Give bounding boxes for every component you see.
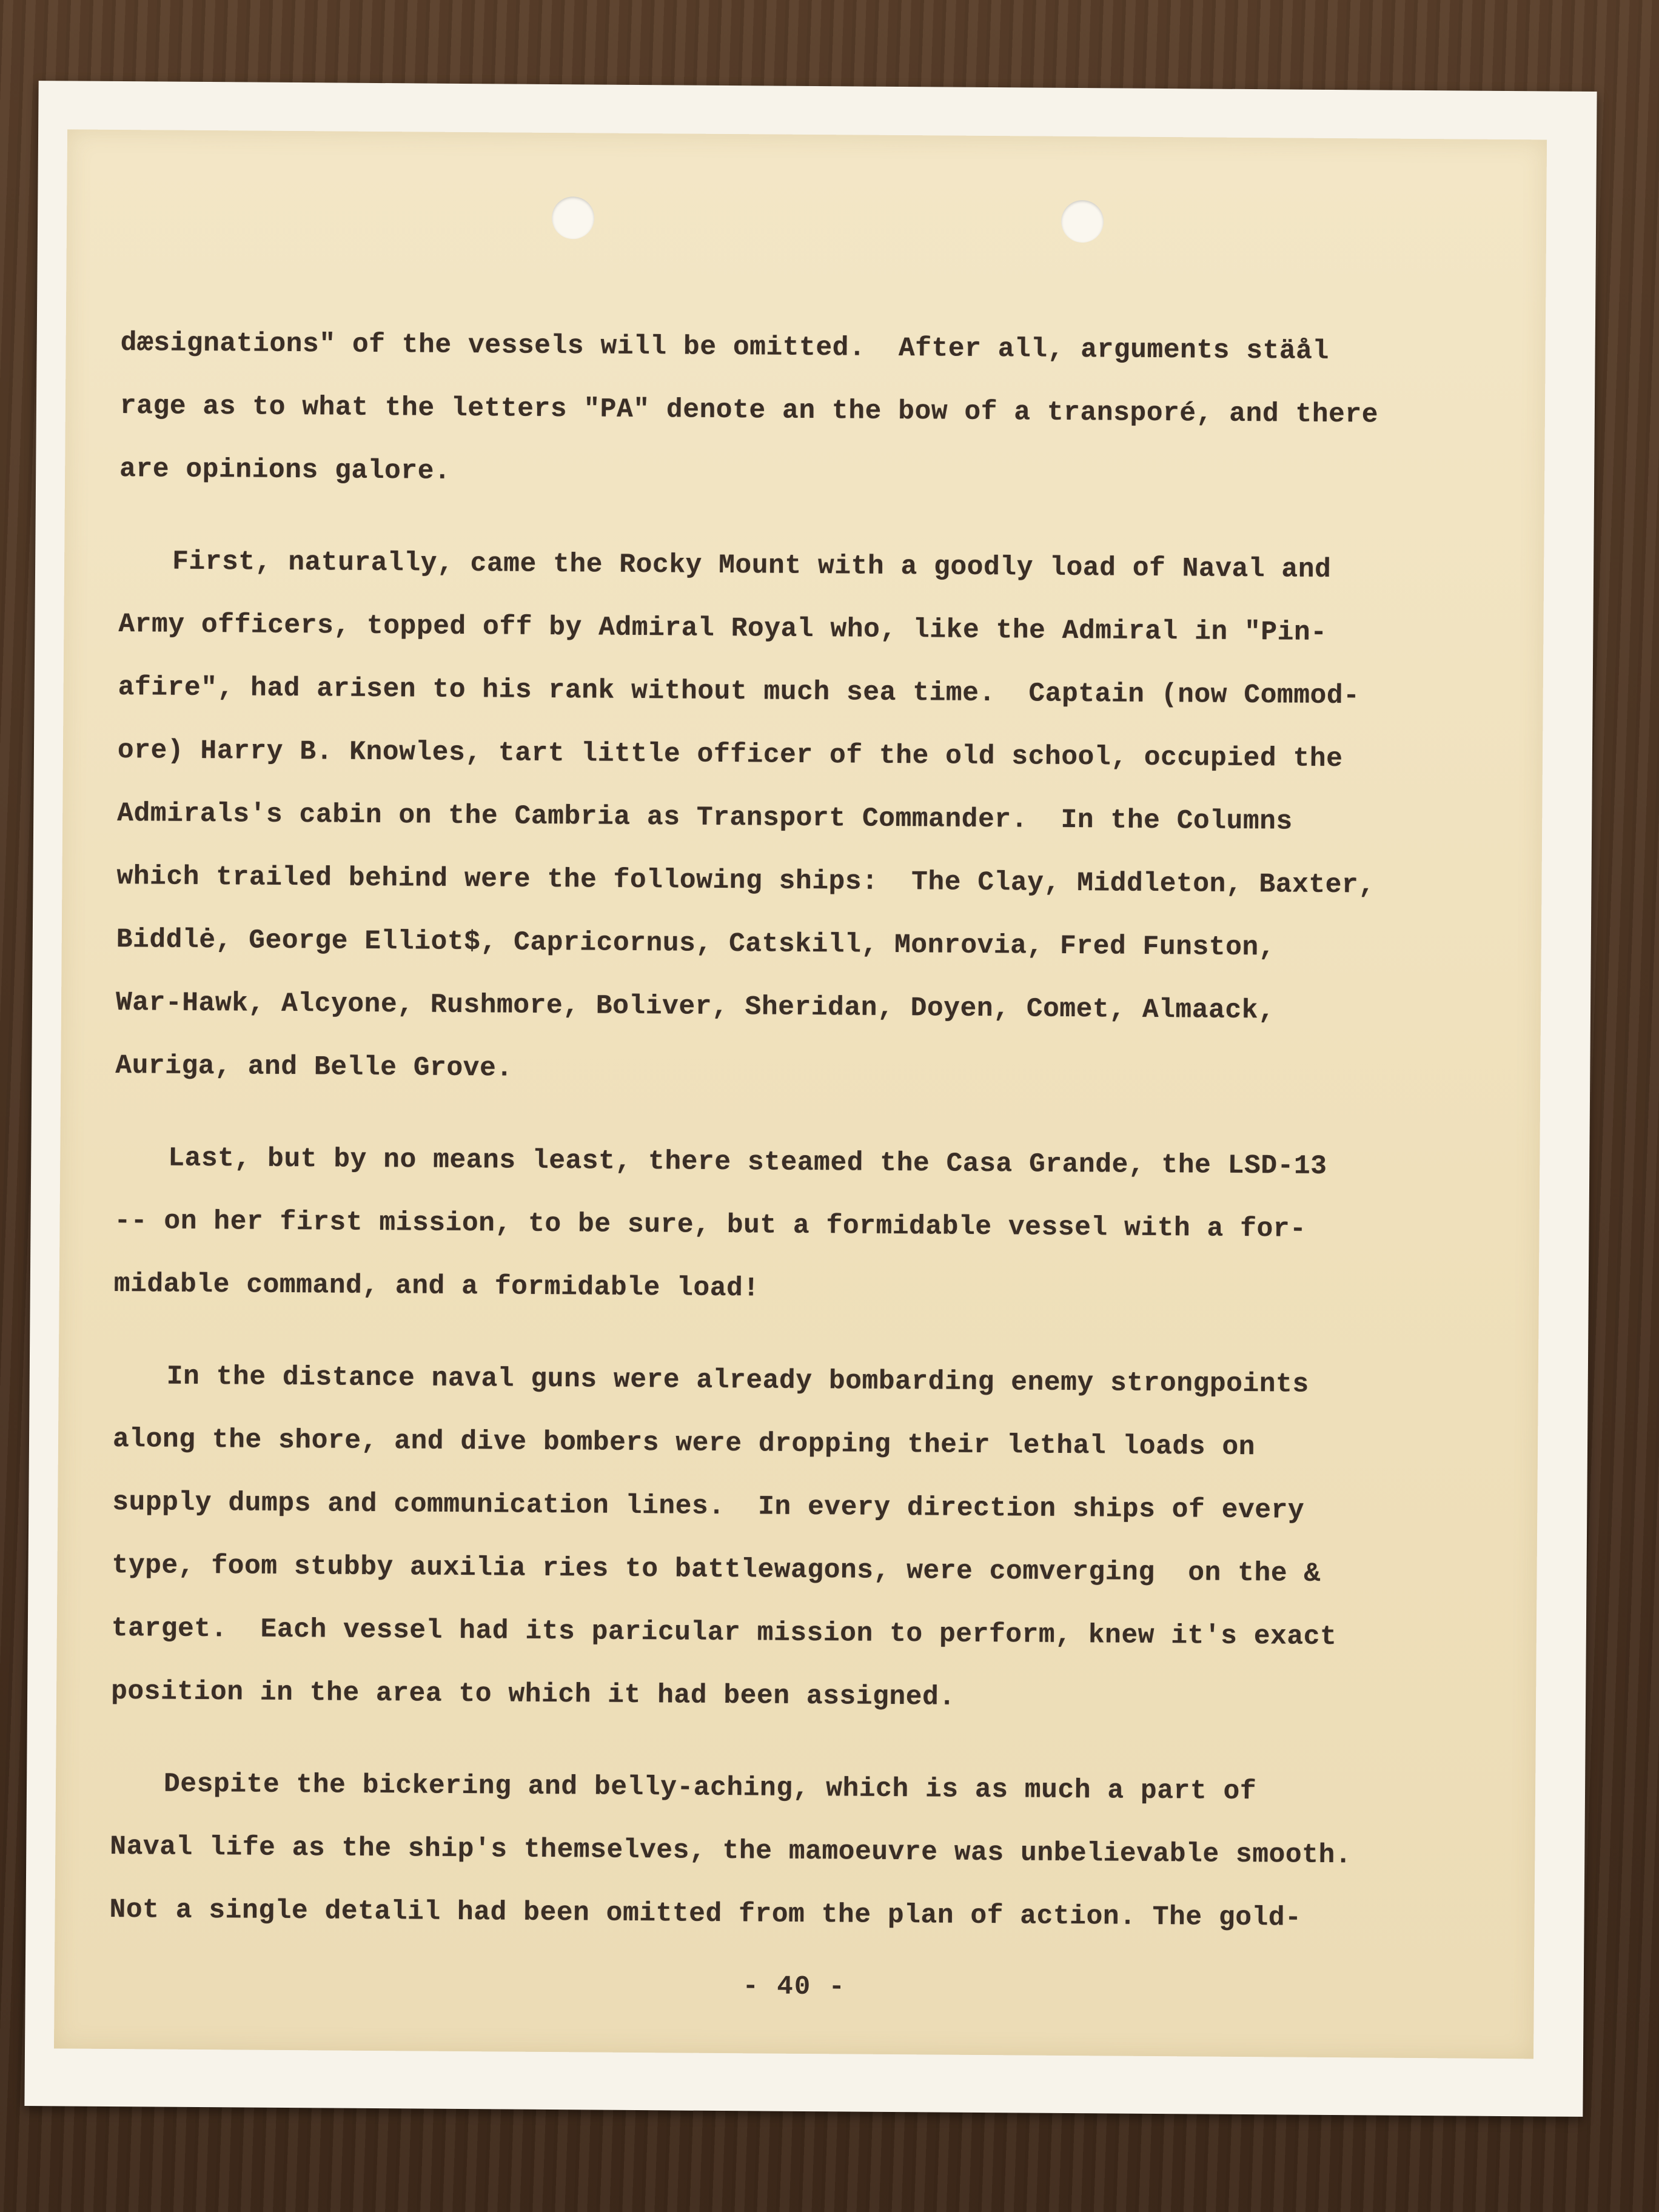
- text-line: afire", had arisen to his rank without much sea time. Captain (now Commod-: [118, 672, 1360, 712]
- text-line: are opinions galore.: [119, 454, 451, 487]
- text-line: rage as to what the letters "PA" denote an the bow of a transporé, and there: [119, 391, 1379, 431]
- paragraph-3: [113, 1127, 1509, 1326]
- paragraph-4: [111, 1345, 1508, 1733]
- text-line: -- on her first mission, to be sure, but a formidable vessel with a for-: [114, 1205, 1307, 1245]
- text-line: Biddlė, George Elliot$, Capricornus, Catskill, Monrovia, Fred Funston,: [116, 924, 1276, 964]
- punch-hole-left: [552, 196, 594, 239]
- typed-page: [54, 129, 1547, 2059]
- text-line: Not a single detalil had been omitted from the plan of action. The gold-: [109, 1894, 1302, 1934]
- text-line: along the shore, and dive bombers were dropping their lethal loads on: [112, 1424, 1256, 1463]
- text-line: midable command, and a formidable load!: [113, 1269, 760, 1304]
- text-line: War-Hawk, Alcyone, Rushmore, Boliver, Sheridan, Doyen, Comet, Almaack,: [115, 987, 1275, 1027]
- text-line: supply dumps and communication lines. In every direction ships of every: [112, 1487, 1305, 1526]
- text-line: Army officers, topped off by Admiral Royal who, like the Admiral in "Pin-: [118, 609, 1327, 648]
- text-line: Last, but by no means least, there steamed the Casa Grande, the LSD-13: [168, 1143, 1327, 1182]
- text-line: type, foom stubby auxilia ries to battlewagons, were comverging on the &: [112, 1550, 1321, 1589]
- punch-hole-right: [1061, 200, 1104, 243]
- text-line: Auriga, and Belle Grove.: [115, 1050, 513, 1084]
- text-line: target. Each vessel had its paricular mission to perform, knew it's exact: [111, 1613, 1337, 1653]
- text-line: Despite the bickering and belly-aching, which is as much a part of: [163, 1769, 1257, 1808]
- paragraph-1: [119, 312, 1515, 511]
- paragraph-5: [109, 1752, 1505, 1951]
- page-number: - 40 -: [742, 1971, 846, 2003]
- text-line: Admirals's cabin on the Cambria as Transport Commander. In the Columns: [117, 799, 1293, 837]
- text-line: ore) Harry B. Knowles, tart little officer of the old school, occupied the: [117, 736, 1343, 775]
- text-line: which trailed behind were the following ships: The Clay, Middleton, Baxter,: [116, 862, 1375, 901]
- text-line: dæsignations" of the vessels will be omitted. After all, arguments stäål: [120, 328, 1330, 367]
- text-line: position in the area to which it had been assigned.: [110, 1676, 956, 1713]
- text-line: Naval life as the ship's themselves, the mamoeuvre was unbelievable smooth.: [110, 1831, 1352, 1871]
- paragraph-2: [115, 530, 1513, 1107]
- page-body-text: [109, 312, 1515, 1980]
- text-line: First, naturally, came the Rocky Mount with a goodly load of Naval and: [172, 546, 1332, 585]
- text-line: In the distance naval guns were already bombarding enemy strongpoints: [166, 1361, 1309, 1400]
- white-mount-sheet: [24, 81, 1597, 2117]
